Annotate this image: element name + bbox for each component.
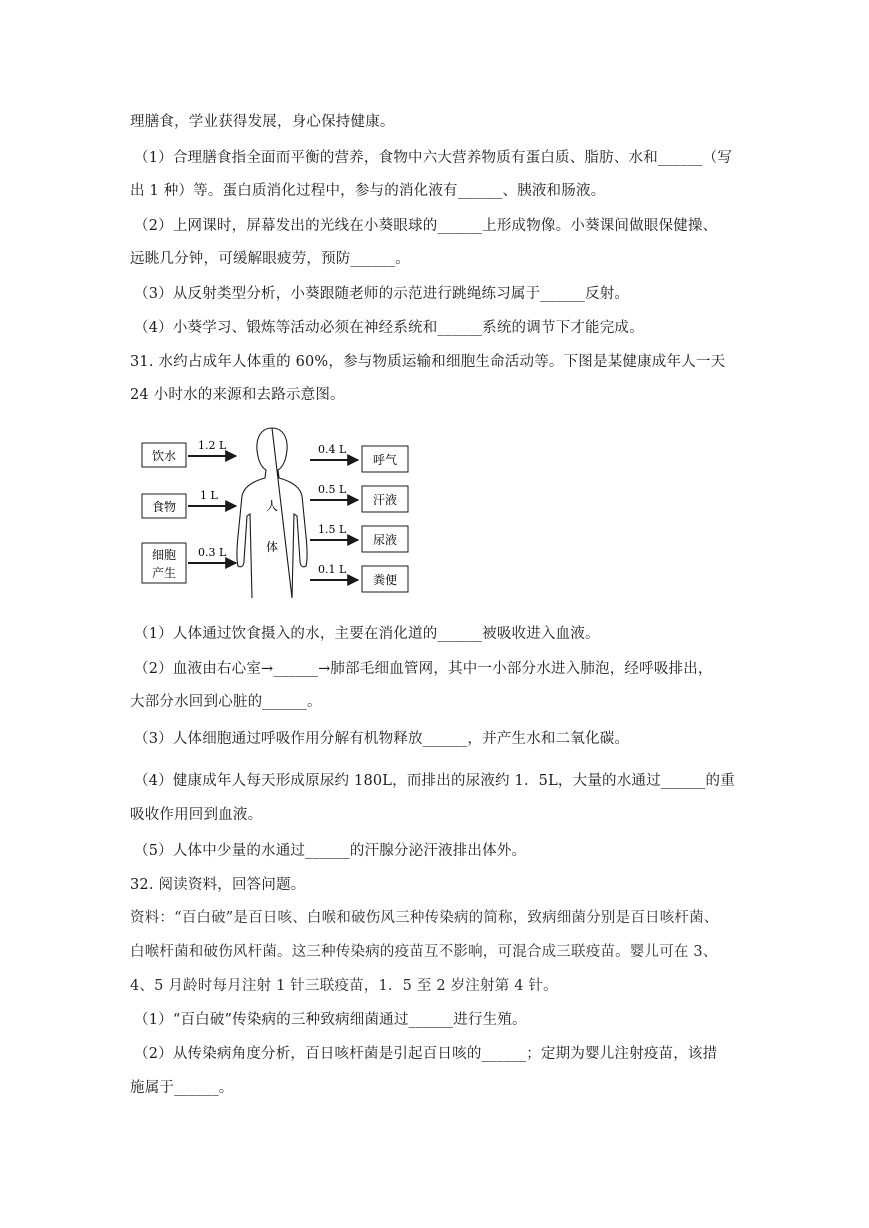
text-line: 吸收作用回到血液。 (130, 807, 263, 823)
question-30-1: （1）合理膳食指全面而平衡的营养，食物中六大营养物质有蛋白质、脂肪、水和______（写 (134, 150, 733, 166)
amount-sweat: 0.5 L (318, 483, 347, 496)
output-label-urine: 尿液 (372, 533, 398, 547)
human-body-outline (237, 428, 307, 598)
source-label-cell-1: 细胞 (151, 548, 177, 562)
output-label-exhale: 呼气 (372, 453, 398, 467)
question-30-4: （4）小葵学习、锻炼等活动必须在神经系统和______系统的调节下才能完成。 (134, 320, 644, 336)
reading-material: 资料：“百白破”是百日咳、白喉和破伤风三种传染病的简称，致病细菌分别是百日咳杆菌、 (130, 910, 719, 926)
text-line: 出 1 种）等。蛋白质消化过程中，参与的消化液有______、胰液和肠液。 (130, 183, 606, 199)
question-30-2: （2）上网课时，屏幕发出的光线在小葵眼球的______上形成物像。小葵课间做眼保健操、 (134, 218, 718, 234)
amount-cell: 0.3 L (198, 546, 227, 559)
text-line: 施属于______。 (130, 1080, 234, 1096)
question-31-3: （3）人体细胞通过呼吸作用分解有机物释放______，并产生水和二氧化碳。 (134, 731, 630, 747)
source-label-food: 食物 (151, 500, 177, 514)
text-line: 理膳食，学业获得发展，身心保持健康。 (130, 114, 395, 130)
question-31-5: （5）人体中少量的水通过______的汗腺分泌汗液排出体外。 (134, 843, 527, 859)
question-32-1: （1）“百白破”传染病的三种致病细菌通过______进行生殖。 (134, 1012, 527, 1028)
question-31-4: （4）健康成年人每天形成原尿约 180L，而排出的尿液约 1．5L，大量的水通过______的重 (134, 773, 735, 789)
output-label-feces: 粪便 (372, 573, 398, 587)
source-label-drinking: 饮水 (151, 449, 177, 463)
output-label-sweat: 汗液 (372, 493, 398, 507)
source-label-cell-2: 产生 (151, 566, 177, 580)
text-line: 远眺几分钟，可缓解眼疲劳，预防______。 (130, 251, 410, 267)
amount-feces: 0.1 L (318, 563, 347, 576)
body-text-2: 体 (265, 540, 279, 554)
amount-urine: 1.5 L (318, 523, 347, 536)
question-30-3: （3）从反射类型分析，小葵跟随老师的示范进行跳绳练习属于______反射。 (134, 286, 630, 302)
question-31-1: （1）人体通过饮食摄入的水，主要在消化道的______被吸收进入血液。 (134, 626, 600, 642)
reading-material: 白喉杆菌和破伤风杆菌。这三种传染病的疫苗互不影响，可混合成三联疫苗。婴儿可在 3、 (130, 944, 718, 960)
water-balance-diagram (140, 418, 430, 600)
text-line: 24 小时水的来源和去路示意图。 (130, 387, 345, 403)
amount-food: 1 L (200, 489, 218, 502)
question-32-2: （2）从传染病角度分析，百日咳杆菌是引起百日咳的______；定期为婴儿注射疫苗，该措 (134, 1046, 718, 1062)
question-32-stem: 32. 阅读资料，回答问题。 (130, 877, 306, 893)
amount-drinking: 1.2 L (198, 439, 227, 452)
amount-exhale: 0.4 L (318, 443, 347, 456)
body-text-1: 人 (265, 499, 279, 513)
question-31-stem: 31. 水约占成年人体重的 60%，参与物质运输和细胞生命活动等。下图是某健康成年人一天 (130, 354, 726, 370)
question-31-2: （2）血液由右心室→______→肺部毛细血管网，其中一小部分水进入肺泡，经呼吸排出， (134, 661, 713, 677)
reading-material: 4、5 月龄时每月注射 1 针三联疫苗，1．5 至 2 岁注射第 4 针。 (130, 978, 558, 994)
text-line: 大部分水回到心脏的______。 (130, 694, 322, 710)
